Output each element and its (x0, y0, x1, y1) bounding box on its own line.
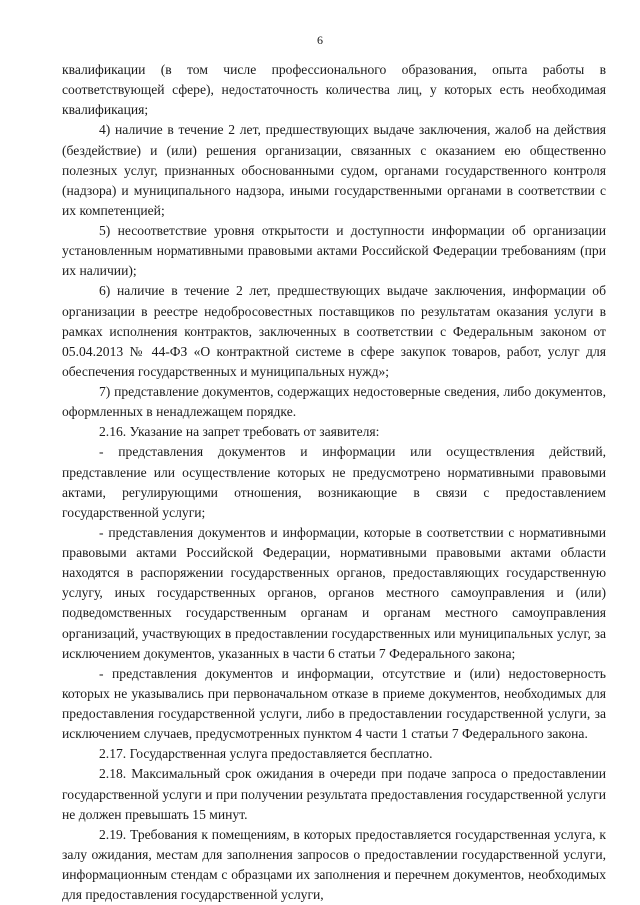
paragraph: 6) наличие в течение 2 лет, предшествующих выдаче заключения, информации об организации в реестре недобросовестных поставщиков по результатам оказания услуги в рамках исполнения контрактов, заключенных в соответствии с Федеральным законом от 05.04.2013 № 44-ФЗ «О контрактной системе в сфере закупок товаров, работ, услуг для обеспечения государственных и муниципальных нужд»; (62, 283, 606, 379)
paragraph: 7) представление документов, содержащих недостоверные сведения, либо документов, оформленных в ненадлежащем порядке. (62, 384, 606, 420)
paragraph: 2.18. Максимальный срок ожидания в очереди при подаче запроса о предоставлении государственной услуги и при получении результата предоставления государственной услуги не должен превышать 15 минут. (62, 766, 606, 822)
paragraph: 5) несоответствие уровня открытости и доступности информации об организации установленным нормативными правовыми актами Российской Федерации требованиям (при их наличии); (62, 223, 606, 279)
paragraph: квалификации (в том числе профессионального образования, опыта работы в соответствующей сфере), недостаточность количества лиц, у которых есть необходимая квалификация; (62, 62, 606, 118)
paragraph: 2.17. Государственная услуга предоставляется бесплатно. (99, 746, 433, 762)
paragraph: - представления документов и информации или осуществления действий, представление или осуществление которых не предусмотрено нормативными правовыми актами, регулирующими отношения, возникающие в связи с предоставлением государственной услуги; (62, 444, 606, 520)
document-body (62, 60, 606, 905)
paragraph: - представления документов и информации, отсутствие и (или) недостоверность которых не указывались при первоначальном отказе в приеме документов, необходимых для предоставления государственной услуги, либо в предоставлении государственной услуги, за исключением случаев, предусмотренных пунктом 4 части 1 статьи 7 Федерального закона. (62, 665, 606, 742)
paragraph: 4) наличие в течение 2 лет, предшествующих выдаче заключения, жалоб на действия (бездействие) и (или) решения организации, связанных с оказанием ею общественно полезных услуг, признанных обоснованными судом, органами государственного контроля (надзора) и муниципального надзора, иными государственными органами в соответствии с их компетенцией; (62, 122, 606, 218)
paragraph: 2.19. Требования к помещениям, в которых предоставляется государственная услуга, к залу ожидания, местам для заполнения запросов о предоставлении государственной услуги, информационным стендам с образцами их заполнения и перечнем документов, необходимых для предоставления государственной услуги, (62, 826, 606, 903)
paragraph: 2.16. Указание на запрет требовать от заявителя: (99, 424, 380, 440)
page-number: 6 (317, 33, 323, 47)
paragraph: - представления документов и информации, которые в соответствии с нормативными правовыми актами Российской Федерации, нормативными правовыми актами области находятся в распоряжении государственных органов, предоставляющих государственную услугу, иных государственных органов, органов местного самоуправления и (или) подведомственных государственным органам и органам местного самоуправления организаций, участвующих в предоставлении государственных или муниципальных услуг, за исключением документов, указанных в части 6 статьи 7 Федерального закона; (62, 524, 606, 661)
